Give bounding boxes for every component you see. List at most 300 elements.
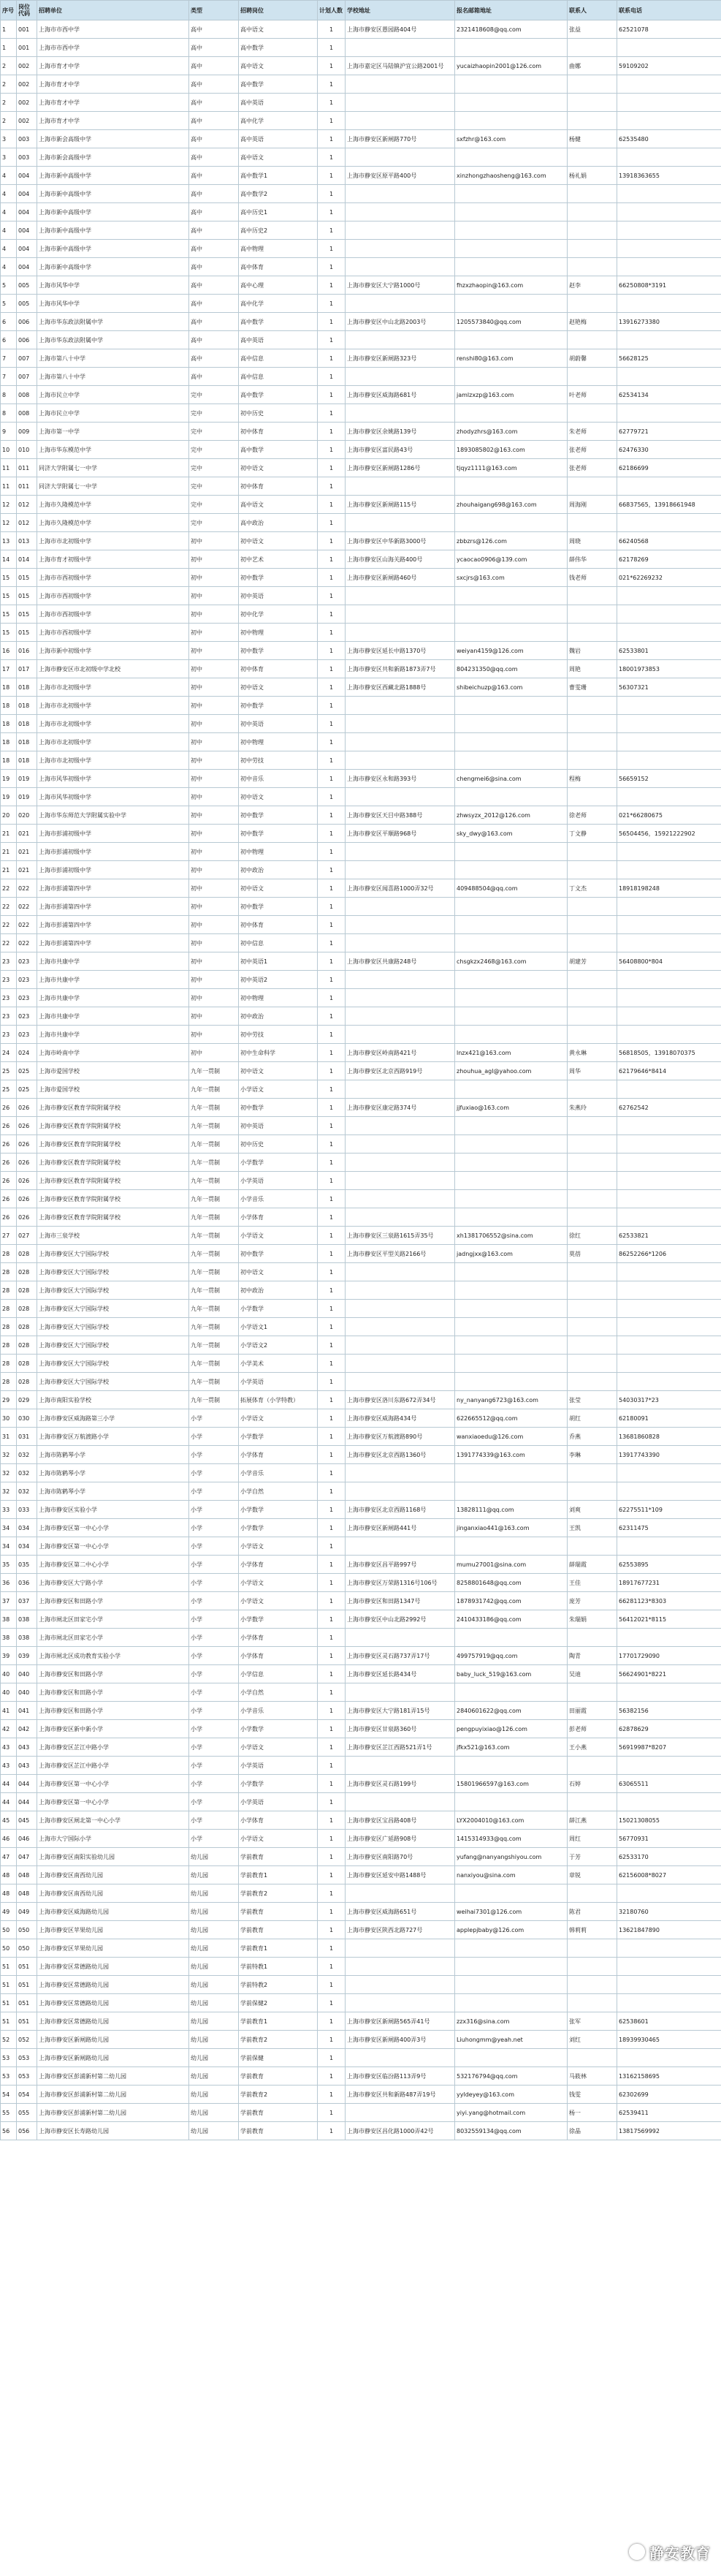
table-row: [1, 94, 721, 112]
email-link[interactable]: zhodyzhrs@163.com: [455, 423, 568, 441]
table-cell: [455, 331, 568, 349]
table-cell: [617, 605, 721, 624]
email-link[interactable]: weiyan4159@126.com: [455, 642, 568, 660]
table-cell: 薛江燕: [568, 1811, 617, 1830]
table-row: [1, 1464, 721, 1482]
email-link[interactable]: nanxiyou@sina.com: [455, 1866, 568, 1884]
table-cell: 上海市静安区大宁路1000号: [346, 276, 455, 295]
table-cell: 初中政治: [239, 1007, 318, 1026]
table-cell: [455, 1373, 568, 1391]
email-link[interactable]: zhwsyzx_2012@126.com: [455, 806, 568, 825]
email-link[interactable]: pengpuyixiao@126.com: [455, 1720, 568, 1738]
table-cell: 小学数学: [239, 1153, 318, 1172]
email-link[interactable]: 1893085802@163.com: [455, 441, 568, 459]
table-cell: 小学: [189, 1775, 239, 1793]
table-cell: 王凯: [568, 1519, 617, 1537]
table-row: [1, 148, 721, 167]
table-cell: 16: [1, 642, 17, 660]
table-cell: 6: [1, 331, 17, 349]
table-cell: 九年一贯制: [189, 1190, 239, 1208]
table-cell: 上海市新中初级中学: [37, 642, 189, 660]
table-cell: 高中数学2: [239, 185, 318, 203]
email-link[interactable]: 2321418608@qq.com: [455, 20, 568, 39]
table-cell: [455, 989, 568, 1007]
table-cell: 1: [318, 1428, 346, 1446]
table-cell: 44: [1, 1775, 17, 1793]
table-cell: 学前教育: [239, 2104, 318, 2122]
table-cell: 小学英语: [239, 1793, 318, 1811]
table-cell: 1: [318, 459, 346, 477]
table-row: [1, 1117, 721, 1135]
table-cell: 高中: [189, 240, 239, 258]
table-cell: 1: [318, 1099, 346, 1117]
table-cell: 徐晶: [568, 2122, 617, 2140]
table-cell: 上海市育才中学: [37, 112, 189, 130]
table-cell: [346, 1757, 455, 1775]
table-cell: [346, 1172, 455, 1190]
table-cell: 上海市彭浦第四中学: [37, 879, 189, 898]
table-cell: 62539411: [617, 2104, 721, 2122]
email-link[interactable]: 15801966597@163.com: [455, 1775, 568, 1793]
table-cell: [617, 587, 721, 605]
table-cell: 1: [318, 770, 346, 788]
email-link[interactable]: wanxiaoedu@126.com: [455, 1428, 568, 1446]
table-cell: 上海市共康中学: [37, 1026, 189, 1044]
table-cell: 上海市静安区南阳实验幼儿园: [37, 1848, 189, 1866]
table-cell: 上海市静安区山海关路400号: [346, 550, 455, 569]
email-link[interactable]: xinzhongzhaosheng@163.com: [455, 167, 568, 185]
table-cell: 同济大学附属七一中学: [37, 459, 189, 477]
table-cell: 初中: [189, 751, 239, 770]
email-link[interactable]: LYX2004010@163.com: [455, 1811, 568, 1830]
email-link[interactable]: yucaizhaopin2001@126.com: [455, 57, 568, 75]
table-cell: 009: [17, 423, 37, 441]
table-cell: 12: [1, 496, 17, 514]
table-cell: 1: [318, 1683, 346, 1702]
table-cell: 1: [318, 605, 346, 624]
table-cell: 1: [318, 1775, 346, 1793]
table-cell: 高中英语: [239, 94, 318, 112]
email-link[interactable]: 13828111@qq.com: [455, 1501, 568, 1519]
table-cell: 13: [1, 532, 17, 550]
table-cell: 小学音乐: [239, 1190, 318, 1208]
table-cell: 上海市静安区教育学院附属学校: [37, 1135, 189, 1153]
table-cell: [568, 843, 617, 861]
email-link[interactable]: 1415314933@qq.com: [455, 1830, 568, 1848]
table-cell: 小学信息: [239, 1665, 318, 1683]
table-cell: 高中: [189, 349, 239, 368]
email-link[interactable]: 8258801648@qq.com: [455, 1574, 568, 1592]
email-link[interactable]: sky_dwy@163.com: [455, 825, 568, 843]
table-cell: 23: [1, 952, 17, 971]
table-cell: 62476330: [617, 441, 721, 459]
table-row: [1, 2086, 721, 2104]
table-cell: 小学体育: [239, 1556, 318, 1574]
table-cell: 34: [1, 1537, 17, 1556]
table-cell: 015: [17, 569, 37, 587]
table-cell: [346, 697, 455, 715]
table-cell: [346, 148, 455, 167]
table-cell: [455, 94, 568, 112]
table-cell: 胡蔚馨: [568, 349, 617, 368]
table-cell: [568, 697, 617, 715]
table-cell: 陶青: [568, 1647, 617, 1665]
table-cell: 1: [318, 1939, 346, 1958]
table-cell: 21: [1, 843, 17, 861]
table-cell: 1: [318, 2049, 346, 2067]
table-row: [1, 715, 721, 733]
table-cell: [568, 1080, 617, 1099]
table-cell: 上海市静安区万航渡路890号: [346, 1428, 455, 1446]
table-cell: 高中物理: [239, 240, 318, 258]
table-cell: 学前教育: [239, 1921, 318, 1939]
table-cell: 1: [318, 1482, 346, 1501]
table-cell: [346, 221, 455, 240]
table-cell: [568, 916, 617, 934]
table-cell: 上海市久隆模范中学: [37, 514, 189, 532]
table-row: [1, 934, 721, 952]
table-cell: [346, 1117, 455, 1135]
table-cell: [455, 258, 568, 276]
table-cell: 上海市静安区第一中心小学: [37, 1775, 189, 1793]
email-link[interactable]: 1878931742@qq.com: [455, 1592, 568, 1610]
table-cell: [346, 1482, 455, 1501]
table-cell: 小学: [189, 1647, 239, 1665]
table-row: [1, 1409, 721, 1428]
table-cell: 高中: [189, 20, 239, 39]
table-cell: [455, 697, 568, 715]
table-cell: 037: [17, 1592, 37, 1610]
table-cell: [617, 934, 721, 952]
email-link[interactable]: 2840601622@qq.com: [455, 1702, 568, 1720]
table-cell: [568, 934, 617, 952]
email-link[interactable]: yyldeyey@163.com: [455, 2086, 568, 2104]
table-cell: 高中: [189, 75, 239, 94]
table-cell: 小学: [189, 1519, 239, 1537]
table-cell: 62762542: [617, 1099, 721, 1117]
table-cell: 15021308055: [617, 1811, 721, 1830]
table-cell: [346, 185, 455, 203]
table-cell: 51: [1, 1994, 17, 2012]
table-row: [1, 861, 721, 879]
column-header: 招聘岗位: [239, 1, 318, 20]
table-cell: 1: [318, 1245, 346, 1263]
table-cell: [568, 715, 617, 733]
email-link[interactable]: 1205573840@qq.com: [455, 313, 568, 331]
table-cell: 上海市静安区共康路248号: [346, 952, 455, 971]
email-link[interactable]: 622665512@qq.com: [455, 1409, 568, 1428]
table-cell: 上海市静安区康定路374号: [346, 1099, 455, 1117]
table-cell: 章锐: [568, 1866, 617, 1884]
table-cell: 小学体育: [239, 1647, 318, 1665]
table-cell: [568, 1757, 617, 1775]
table-cell: 小学: [189, 1464, 239, 1482]
table-row: [1, 185, 721, 203]
table-cell: 49: [1, 1903, 17, 1921]
table-cell: 周华: [568, 1062, 617, 1080]
table-cell: 黄永琳: [568, 1044, 617, 1062]
email-link[interactable]: chengmei6@sina.com: [455, 770, 568, 788]
table-cell: 上海市彭浦第四中学: [37, 898, 189, 916]
table-cell: [455, 916, 568, 934]
email-link[interactable]: applepjbaby@126.com: [455, 1921, 568, 1939]
table-cell: [568, 1190, 617, 1208]
table-cell: 初中艺术: [239, 550, 318, 569]
table-cell: 4: [1, 240, 17, 258]
table-cell: [346, 624, 455, 642]
table-cell: [346, 258, 455, 276]
email-link[interactable]: renshi80@163.com: [455, 349, 568, 368]
table-cell: 1: [318, 1117, 346, 1135]
email-link[interactable]: jadngjxx@163.com: [455, 1245, 568, 1263]
table-cell: 52: [1, 2031, 17, 2049]
table-cell: 小学语文1: [239, 1318, 318, 1336]
table-cell: [568, 75, 617, 94]
table-cell: 彭老师: [568, 1720, 617, 1738]
table-cell: 1: [318, 1884, 346, 1903]
table-cell: 8: [1, 404, 17, 423]
email-link[interactable]: zhouhua_agl@yahoo.com: [455, 1062, 568, 1080]
table-cell: 56504456，15921222902: [617, 825, 721, 843]
table-cell: [617, 1464, 721, 1482]
table-cell: 015: [17, 624, 37, 642]
email-link[interactable]: zbbzrs@126.com: [455, 532, 568, 550]
table-cell: 026: [17, 1172, 37, 1190]
table-cell: 小学体育: [239, 1446, 318, 1464]
table-cell: 26: [1, 1099, 17, 1117]
table-cell: 15: [1, 624, 17, 642]
table-cell: [346, 861, 455, 879]
table-cell: 幼儿园: [189, 1958, 239, 1976]
table-cell: 上海市静安区西藏北路1888号: [346, 678, 455, 697]
email-link[interactable]: yiyi.yang@hotmail.com: [455, 2104, 568, 2122]
table-cell: 上海市市北初级中学: [37, 532, 189, 550]
table-row: [1, 75, 721, 94]
table-cell: 小学语文: [239, 1592, 318, 1610]
table-cell: [617, 240, 721, 258]
table-cell: 张老师: [568, 441, 617, 459]
table-cell: 高中: [189, 295, 239, 313]
table-cell: 程梅: [568, 770, 617, 788]
table-cell: 上海市静安区新中新小学: [37, 1720, 189, 1738]
table-cell: 9: [1, 423, 17, 441]
table-cell: 54030317*23: [617, 1391, 721, 1409]
email-link[interactable]: jfkx521@163.com: [455, 1738, 568, 1757]
table-cell: 1: [318, 39, 346, 57]
table-cell: [346, 368, 455, 386]
table-cell: [568, 1007, 617, 1026]
table-cell: 46: [1, 1830, 17, 1848]
table-cell: [568, 788, 617, 806]
table-cell: 上海市静安区南西幼儿园: [37, 1866, 189, 1884]
table-cell: 021: [17, 825, 37, 843]
table-cell: [568, 112, 617, 130]
table-row: [1, 1501, 721, 1519]
table-cell: 胡红: [568, 1409, 617, 1428]
table-cell: 小学: [189, 1610, 239, 1629]
table-cell: 初中体育: [239, 423, 318, 441]
table-cell: 026: [17, 1099, 37, 1117]
email-link[interactable]: jamlzxzp@163.com: [455, 386, 568, 404]
table-cell: [455, 1757, 568, 1775]
table-cell: 1: [318, 185, 346, 203]
table-row: [1, 130, 721, 148]
table-row: [1, 1848, 721, 1866]
table-cell: 朱瑞娟: [568, 1610, 617, 1629]
email-link[interactable]: sxcjrs@163.com: [455, 569, 568, 587]
email-link[interactable]: lnzx421@163.com: [455, 1044, 568, 1062]
table-cell: 初中语文: [239, 678, 318, 697]
table-cell: [617, 1683, 721, 1702]
email-link[interactable]: ycaocao0906@139.com: [455, 550, 568, 569]
table-cell: [568, 1300, 617, 1318]
email-link[interactable]: jinganxiao441@163.com: [455, 1519, 568, 1537]
table-cell: 学前教育1: [239, 1939, 318, 1958]
table-cell: 周艳: [568, 660, 617, 678]
email-link[interactable]: chsgkzx2468@163.com: [455, 952, 568, 971]
table-cell: 42: [1, 1720, 17, 1738]
wechat-logo-icon: [629, 2544, 645, 2560]
table-cell: 周晓: [568, 532, 617, 550]
email-link[interactable]: zzx316@sina.com: [455, 2012, 568, 2031]
table-cell: 上海市华东政法附属中学: [37, 331, 189, 349]
table-cell: [455, 1976, 568, 1994]
table-cell: 初中音乐: [239, 770, 318, 788]
table-row: [1, 1245, 721, 1263]
email-link[interactable]: sxfzhr@163.com: [455, 130, 568, 148]
table-cell: 小学: [189, 1446, 239, 1464]
table-cell: 1: [1, 39, 17, 57]
table-cell: 上海市市西初级中学: [37, 605, 189, 624]
table-cell: 上海市风华初级中学: [37, 788, 189, 806]
table-cell: [568, 1683, 617, 1702]
table-cell: 028: [17, 1300, 37, 1318]
table-cell: [455, 404, 568, 423]
email-link[interactable]: tjqyz1111@163.com: [455, 459, 568, 477]
email-link[interactable]: shibeichuzp@163.com: [455, 678, 568, 697]
table-cell: 初中: [189, 532, 239, 550]
email-link[interactable]: yufang@nanyangshiyou.com: [455, 1848, 568, 1866]
email-link[interactable]: fhzxzhaopin@163.com: [455, 276, 568, 295]
table-cell: 曲娜: [568, 57, 617, 75]
table-cell: 1: [318, 148, 346, 167]
table-cell: 学前教育: [239, 1848, 318, 1866]
table-cell: 九年一贯制: [189, 1153, 239, 1172]
email-link[interactable]: 804231350@qq.com: [455, 660, 568, 678]
table-cell: 36: [1, 1574, 17, 1592]
table-cell: 17: [1, 660, 17, 678]
table-cell: 021: [17, 861, 37, 879]
email-link[interactable]: 8032559134@qq.com: [455, 2122, 568, 2140]
email-link[interactable]: zhouhaigang698@163.com: [455, 496, 568, 514]
table-cell: 完中: [189, 386, 239, 404]
table-cell: [346, 1135, 455, 1153]
email-link[interactable]: 1391774339@163.com: [455, 1446, 568, 1464]
table-cell: 初中: [189, 624, 239, 642]
table-cell: 高中语文: [239, 20, 318, 39]
table-cell: 高中: [189, 313, 239, 331]
table-cell: 小学数学: [239, 1428, 318, 1446]
table-cell: 上海市静安区教育学院附属学校: [37, 1208, 189, 1227]
table-cell: 上海市静安区愚园路404号: [346, 20, 455, 39]
table-cell: 初中语文: [239, 1263, 318, 1281]
table-cell: 上海市静安区教育学院附属学校: [37, 1117, 189, 1135]
table-cell: 016: [17, 642, 37, 660]
table-cell: 005: [17, 276, 37, 295]
table-row: [1, 203, 721, 221]
table-cell: 上海市华东师范大学附属实验中学: [37, 806, 189, 825]
email-link[interactable]: jjfuxiao@163.com: [455, 1099, 568, 1117]
table-cell: [568, 1958, 617, 1976]
table-row: [1, 587, 721, 605]
table-row: [1, 550, 721, 569]
header-row: [1, 1, 721, 20]
table-cell: 幼儿园: [189, 1921, 239, 1939]
table-cell: 1: [318, 1391, 346, 1409]
table-cell: 1: [318, 2067, 346, 2086]
table-cell: 幼儿园: [189, 2086, 239, 2104]
table-cell: 上海市共康中学: [37, 971, 189, 989]
table-cell: [455, 203, 568, 221]
table-cell: 48: [1, 1884, 17, 1903]
table-cell: 026: [17, 1117, 37, 1135]
table-cell: 初中体育: [239, 477, 318, 496]
table-cell: 003: [17, 130, 37, 148]
table-cell: 高中数学: [239, 75, 318, 94]
table-cell: 上海市静安区威海路651号: [346, 1903, 455, 1921]
table-cell: 小学体育: [239, 1208, 318, 1227]
table-cell: [455, 1300, 568, 1318]
email-link[interactable]: xh1381706552@sina.com: [455, 1227, 568, 1245]
table-row: [1, 1811, 721, 1830]
email-link[interactable]: weihai7301@126.com: [455, 1903, 568, 1921]
table-cell: 徐红: [568, 1227, 617, 1245]
email-link[interactable]: 499757919@qq.com: [455, 1647, 568, 1665]
table-cell: 044: [17, 1775, 37, 1793]
table-cell: 028: [17, 1263, 37, 1281]
table-cell: [617, 221, 721, 240]
table-cell: 23: [1, 971, 17, 989]
table-cell: 21: [1, 825, 17, 843]
table-cell: 于芳: [568, 1848, 617, 1866]
table-row: [1, 1556, 721, 1574]
table-cell: 小学语文: [239, 1227, 318, 1245]
email-link[interactable]: Liuhongmm@yeah.net: [455, 2031, 568, 2049]
table-cell: 上海市静安区第一中心小学: [37, 1537, 189, 1556]
table-cell: 上海市久隆模范中学: [37, 496, 189, 514]
table-cell: 上海市三泉学校: [37, 1227, 189, 1245]
table-row: [1, 605, 721, 624]
table-cell: 1: [318, 697, 346, 715]
email-link[interactable]: mumu27001@sina.com: [455, 1556, 568, 1574]
email-link[interactable]: 409488504@qq.com: [455, 879, 568, 898]
table-cell: 上海市静安区新闸路400弄3号: [346, 2031, 455, 2049]
email-link[interactable]: 532176794@qq.com: [455, 2067, 568, 2086]
email-link[interactable]: baby_luck_519@163.com: [455, 1665, 568, 1683]
table-cell: 37: [1, 1592, 17, 1610]
table-cell: 初中语文: [239, 532, 318, 550]
table-cell: 041: [17, 1702, 37, 1720]
table-cell: 40: [1, 1665, 17, 1683]
table-cell: [568, 1482, 617, 1501]
table-cell: 62533170: [617, 1848, 721, 1866]
table-cell: 九年一贯制: [189, 1355, 239, 1373]
table-row: [1, 1775, 721, 1793]
table-cell: [346, 1026, 455, 1044]
email-link[interactable]: 2410433186@qq.com: [455, 1610, 568, 1629]
table-cell: [568, 94, 617, 112]
email-link[interactable]: ny_nanyang6723@163.com: [455, 1391, 568, 1409]
